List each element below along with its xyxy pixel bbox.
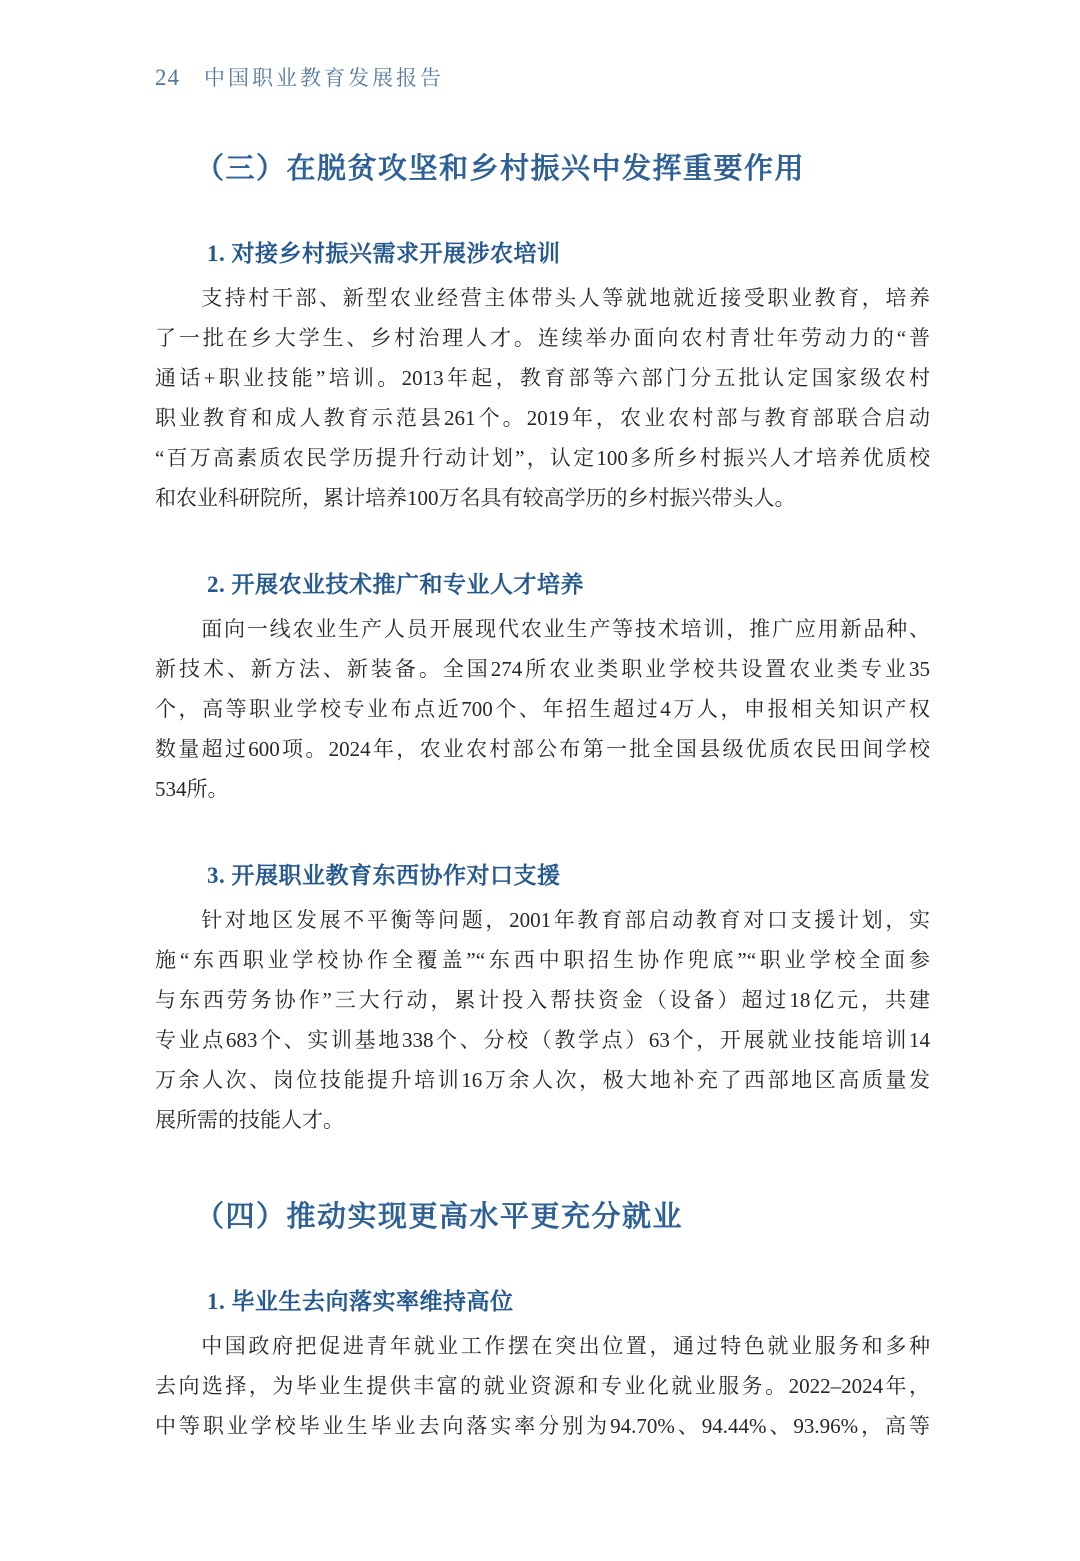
paragraph-line: 中国政府把促进青年就业工作摆在突出位置，通过特色就业服务和多种 xyxy=(201,1334,930,1358)
subsection-heading: 2. 开展农业技术推广和专业人才培养 xyxy=(207,572,584,597)
paragraph xyxy=(155,900,930,1140)
paragraph xyxy=(155,609,930,809)
paragraph-line: 数量超过600项。2024年，农业农村部公布第一批全国县级优质农民田间学校 xyxy=(155,737,930,761)
paragraph-line: 个，高等职业学校专业布点近700个、年招生超过4万人，申报相关知识产权 xyxy=(155,697,930,721)
paragraph-line: 针对地区发展不平衡等问题，2001年教育部启动教育对口支援计划，实 xyxy=(201,908,930,932)
paragraph-line: 面向一线农业生产人员开展现代农业生产等技术培训，推广应用新品种、 xyxy=(201,617,930,641)
paragraph-line: 和农业科研院所，累计培养100万名具有较高学历的乡村振兴带头人。 xyxy=(155,486,796,510)
paragraph-line: 与东西劳务协作”三大行动，累计投入帮扶资金（设备）超过18亿元，共建 xyxy=(155,988,930,1012)
paragraph-line: 了一批在乡大学生、乡村治理人才。连续举办面向农村青壮年劳动力的“普 xyxy=(155,326,930,350)
subsection-agri-tech xyxy=(155,566,930,809)
subsection-heading: 1. 对接乡村振兴需求开展涉农培训 xyxy=(207,241,561,266)
paragraph xyxy=(155,278,930,518)
paragraph-line: 去向选择，为毕业生提供丰富的就业资源和专业化就业服务。2022–2024年， xyxy=(155,1374,930,1398)
paragraph-line: 534所。 xyxy=(155,777,229,801)
section-employment xyxy=(155,1194,930,1446)
section-poverty-rural xyxy=(155,146,930,1140)
subsection-heading: 3. 开展职业教育东西协作对口支援 xyxy=(207,863,561,888)
paragraph xyxy=(155,1326,930,1446)
paragraph-line: 新技术、新方法、新装备。全国274所农业类职业学校共设置农业类专业35 xyxy=(155,657,930,681)
page-number: 24 xyxy=(155,65,180,90)
paragraph-line: 施“东西职业学校协作全覆盖”“东西中职招生协作兜底”“职业学校全面参 xyxy=(155,948,930,972)
paragraph-line: 专业点683个、实训基地338个、分校（教学点）63个，开展就业技能培训14 xyxy=(155,1028,930,1052)
subsection-heading: 1. 毕业生去向落实率维持高位 xyxy=(207,1289,514,1314)
paragraph-line: 万余人次、岗位技能提升培训16万余人次，极大地补充了西部地区高质量发 xyxy=(155,1068,930,1092)
paragraph-line: “百万高素质农民学历提升行动计划”，认定100多所乡村振兴人才培养优质校 xyxy=(155,446,930,470)
paragraph-line: 展所需的技能人才。 xyxy=(155,1108,344,1132)
subsection-graduate-placement xyxy=(155,1283,930,1446)
section-heading: （四）推动实现更高水平更充分就业 xyxy=(195,1201,684,1233)
subsection-east-west xyxy=(155,857,930,1140)
page-header xyxy=(155,62,930,92)
paragraph-line: 中等职业学校毕业生毕业去向落实率分别为94.70%、94.44%、93.96%，高等 xyxy=(155,1414,930,1438)
paragraph-line: 支持村干部、新型农业经营主体带头人等就地就近接受职业教育，培养 xyxy=(201,286,930,310)
page-header-title: 中国职业教育发展报告 xyxy=(204,66,444,90)
paragraph-line: 职业教育和成人教育示范县261个。2019年，农业农村部与教育部联合启动 xyxy=(155,406,930,430)
subsection-rural-training xyxy=(155,235,930,518)
paragraph-line: 通话+职业技能”培训。2013年起，教育部等六部门分五批认定国家级农村 xyxy=(155,366,930,390)
section-heading: （三）在脱贫攻坚和乡村振兴中发挥重要作用 xyxy=(195,153,806,185)
